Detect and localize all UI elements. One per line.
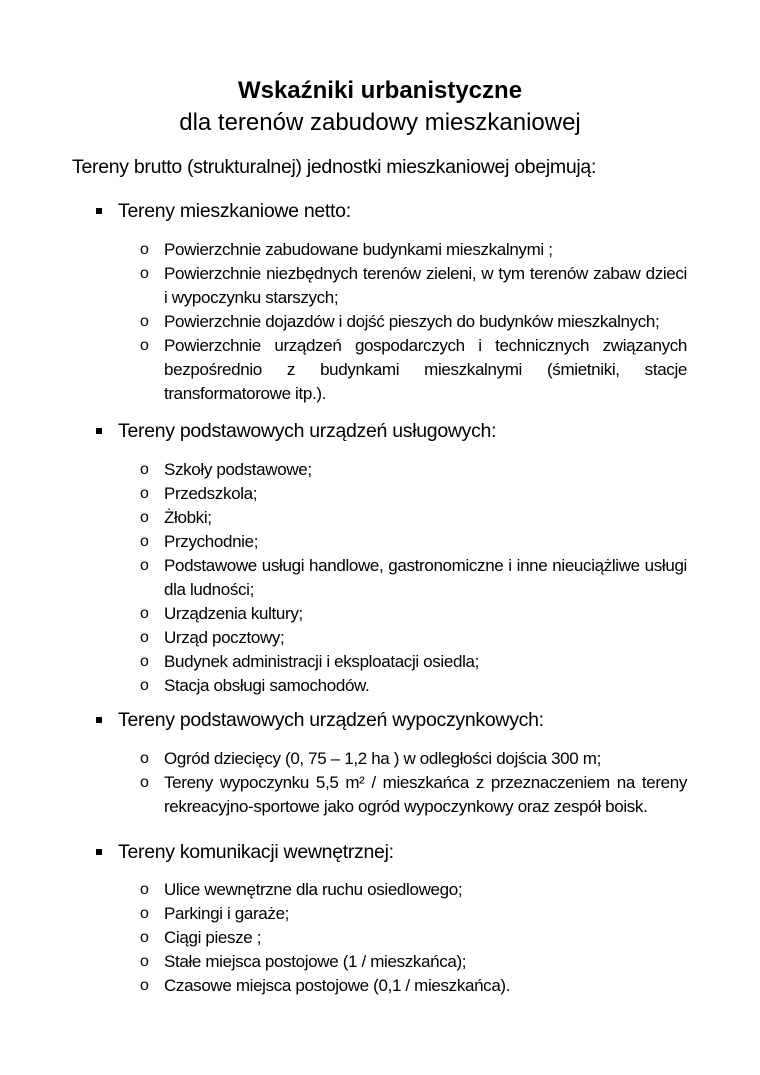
section-heading: Tereny komunikacji wewnętrznej: — [96, 838, 394, 866]
section-list — [140, 747, 687, 819]
list-item: o Urządzenia kultury; — [140, 602, 687, 626]
circle-bullet-icon: o — [140, 605, 149, 622]
circle-bullet-icon: o — [140, 509, 149, 526]
list-item: o Powierzchnie niezbędnych terenów zieleni, w tym terenów zabaw dzieci i wypoczynku starszych; — [140, 264, 687, 307]
section-heading: Tereny podstawowych urządzeń usługowych: — [96, 417, 496, 445]
section-list — [140, 878, 687, 998]
circle-bullet-icon: o — [140, 677, 149, 694]
circle-bullet-icon: o — [140, 241, 149, 258]
circle-bullet-icon: o — [140, 461, 149, 478]
section-list — [140, 458, 687, 698]
list-item: o Stałe miejsca postojowe (1 / mieszkańca); — [140, 950, 687, 974]
circle-bullet-icon: o — [140, 313, 149, 330]
circle-bullet-icon: o — [140, 265, 149, 282]
square-bullet-icon — [96, 717, 102, 723]
circle-bullet-icon: o — [140, 337, 149, 354]
list-item: o Ogród dziecięcy (0, 75 – 1,2 ha ) w odległości dojścia 300 m; — [140, 747, 687, 771]
section-heading: Tereny mieszkaniowe netto: — [96, 197, 351, 225]
page-title: Wskaźniki urbanistyczne — [237, 77, 523, 104]
list-item: o Parkingi i garaże; — [140, 902, 687, 926]
list-item: o Powierzchnie zabudowane budynkami mieszkalnymi ; — [140, 238, 687, 262]
list-item: o Ulice wewnętrzne dla ruchu osiedlowego; — [140, 878, 687, 902]
list-item: o Szkoły podstawowe; — [140, 458, 687, 482]
circle-bullet-icon: o — [140, 750, 149, 767]
list-item: o Budynek administracji i eksploatacji osiedla; — [140, 650, 687, 674]
page-subtitle: dla terenów zabudowy mieszkaniowej — [179, 109, 581, 136]
list-item: o Powierzchnie urządzeń gospodarczych i technicznych związanych bezpośrednio z budynkami mieszkalnymi (śmietniki, stacje transformatorowe itp.). — [140, 336, 687, 403]
circle-bullet-icon: o — [140, 929, 149, 946]
list-item: o Ciągi piesze ; — [140, 926, 687, 950]
list-item: o Powierzchnie dojazdów i dojść pieszych do budynków mieszkalnych; — [140, 310, 687, 334]
lead-heading: Tereny brutto (strukturalnej) jednostki mieszkaniowej obejmują: — [72, 156, 597, 178]
square-bullet-icon — [96, 428, 102, 434]
circle-bullet-icon: o — [140, 533, 149, 550]
list-item: o Podstawowe usługi handlowe, gastronomiczne i inne nieuciążliwe usługi dla ludności; — [140, 556, 687, 599]
list-item: o Czasowe miejsca postojowe (0,1 / mieszkańca). — [140, 974, 687, 998]
section-heading: Tereny podstawowych urządzeń wypoczynkowych: — [96, 706, 544, 734]
list-item: o Żłobki; — [140, 506, 687, 530]
square-bullet-icon — [96, 849, 102, 855]
circle-bullet-icon: o — [140, 629, 149, 646]
circle-bullet-icon: o — [140, 905, 149, 922]
list-item: o Tereny wypoczynku 5,5 m² / mieszkańca z przeznaczeniem na tereny rekreacyjno-sportowe jako ogród wypoczynkowy oraz zespół boisk. — [140, 773, 687, 816]
circle-bullet-icon: o — [140, 485, 149, 502]
list-item: o Przedszkola; — [140, 482, 687, 506]
circle-bullet-icon: o — [140, 653, 149, 670]
list-item: o Urząd pocztowy; — [140, 626, 687, 650]
circle-bullet-icon: o — [140, 774, 149, 791]
list-item: o Przychodnie; — [140, 530, 687, 554]
section-list — [140, 238, 687, 406]
circle-bullet-icon: o — [140, 953, 149, 970]
circle-bullet-icon: o — [140, 881, 149, 898]
circle-bullet-icon: o — [140, 977, 149, 994]
list-item: o Stacja obsługi samochodów. — [140, 674, 687, 698]
square-bullet-icon — [96, 208, 102, 214]
circle-bullet-icon: o — [140, 557, 149, 574]
